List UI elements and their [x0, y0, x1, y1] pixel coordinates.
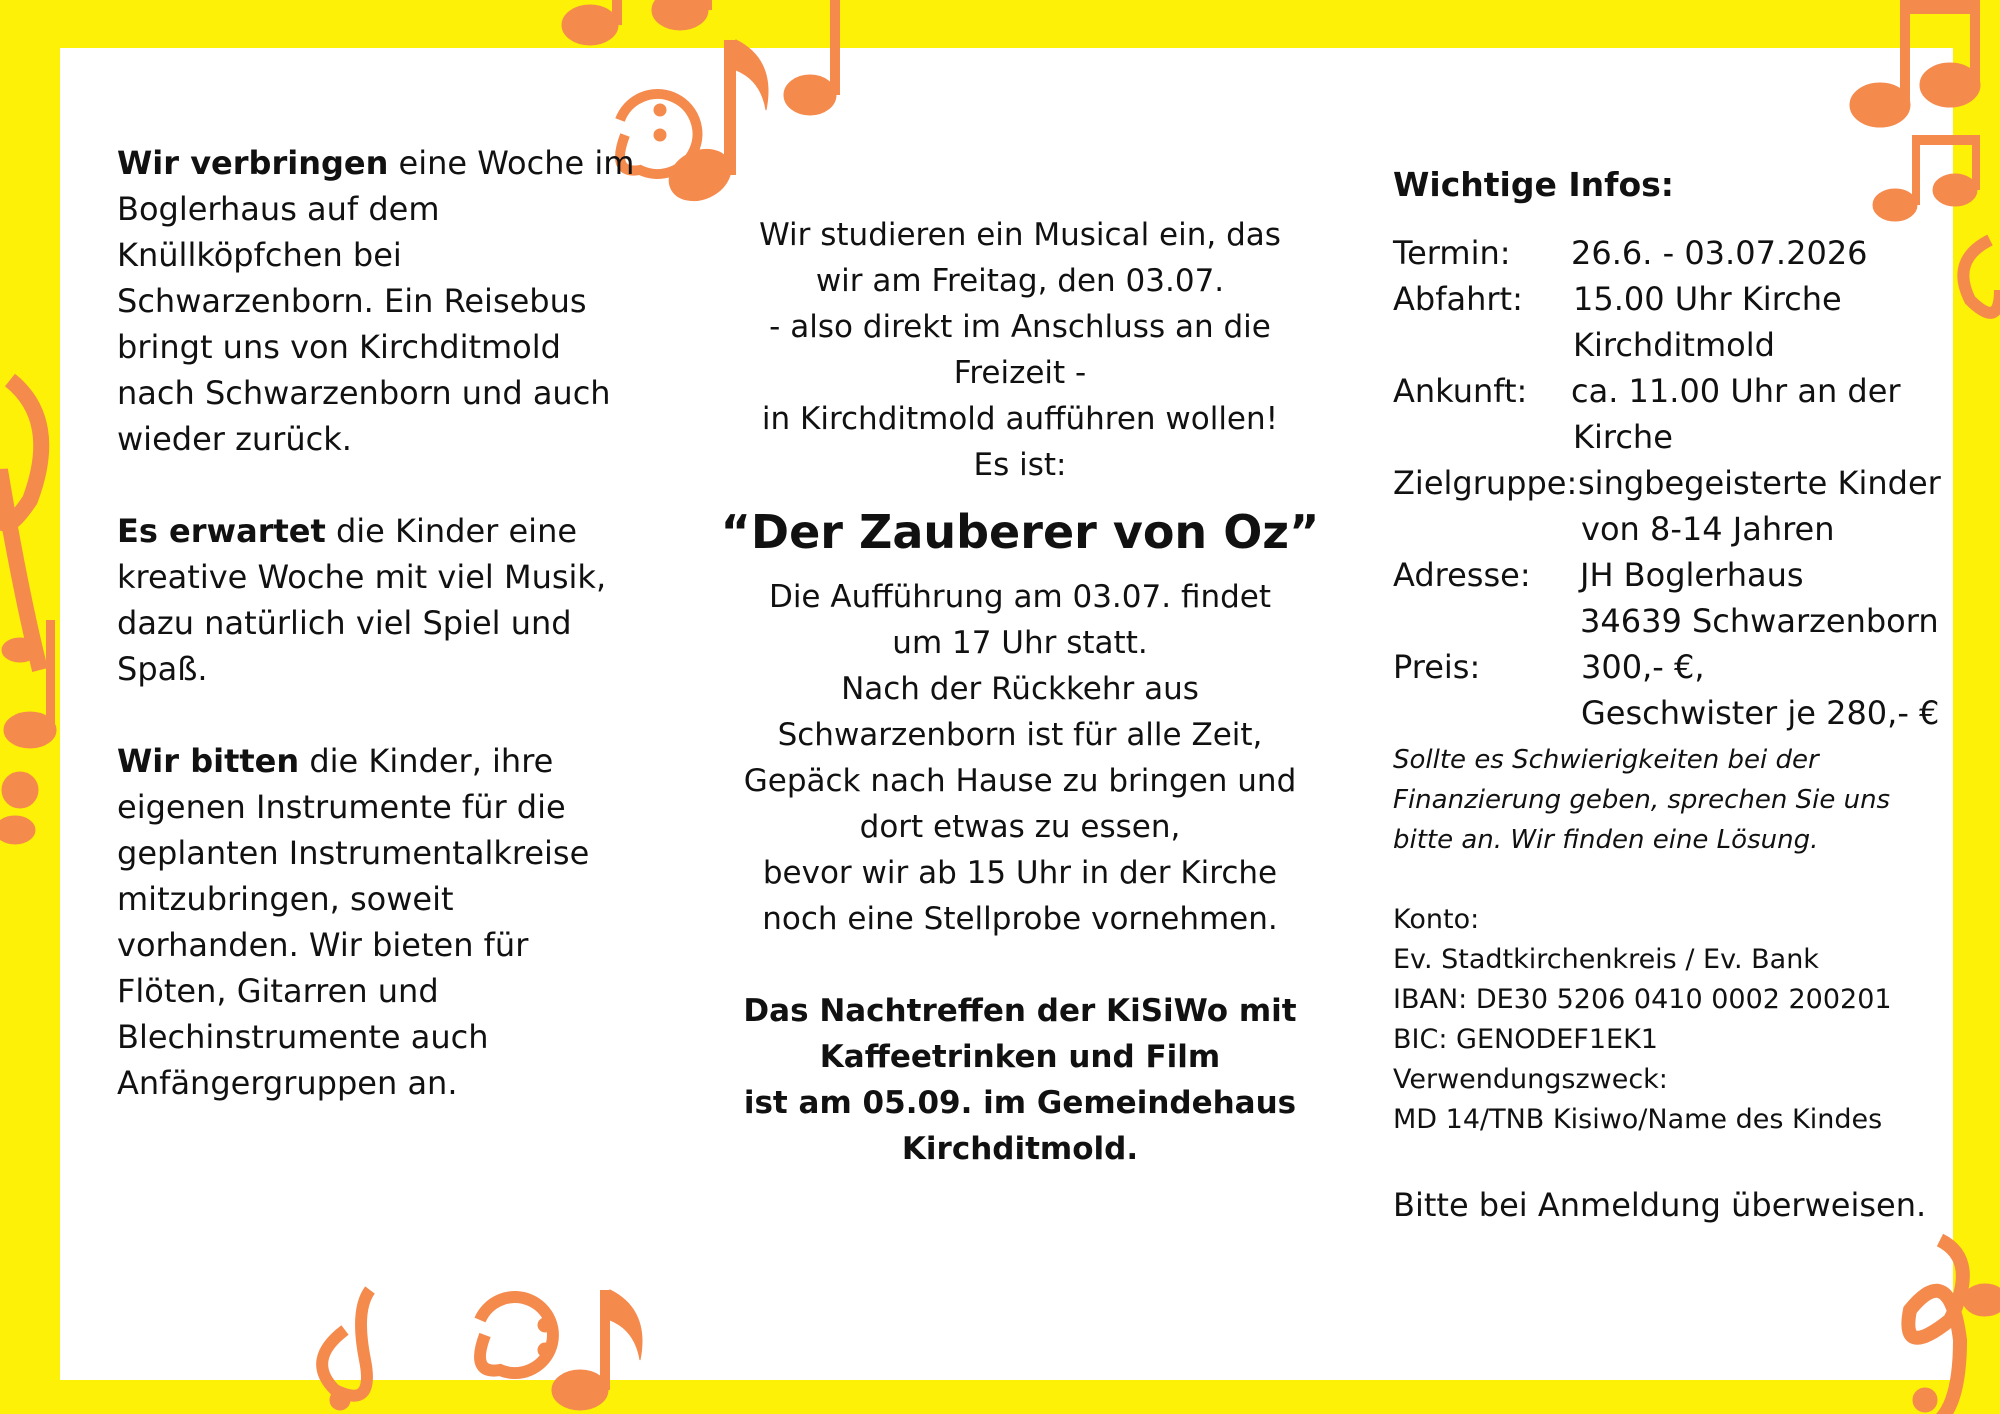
quarter-note-icon: [0, 638, 38, 844]
konto-line: Ev. Stadtkirchenkreis / Ev. Bank: [1393, 944, 1819, 975]
intro-line: Freizeit -: [953, 355, 1087, 391]
info-table: [1393, 230, 1953, 730]
ankunft-label: Ankunft:: [1393, 372, 1528, 410]
abfahrt-label: Abfahrt:: [1393, 280, 1523, 318]
eighth-note-icon: [4, 620, 56, 748]
quarter-note-icon: [1963, 1284, 2000, 1316]
intro-line: Es ist:: [973, 447, 1067, 483]
instruments-lead: Wir bitten: [117, 742, 300, 780]
adresse-label: Adresse:: [1393, 556, 1531, 594]
detail-line: Die Aufführung am 03.07. findet: [768, 579, 1272, 615]
instruments-text: die Kinder, ihre eigenen Instrumente für die geplanten Instrumentalkreise mitzubringen, soweit vorhanden. Wir bieten für Flöten, Gitarren und Blechinstrumente auch Anfängergruppen an.: [117, 742, 590, 1102]
treble-clef-icon: [1963, 240, 2000, 313]
musical-title: “Der Zauberer von Oz”: [720, 505, 1320, 559]
preis-value: 300,- €,: [1581, 648, 1705, 686]
trip-text: eine Woche im Boglerhaus auf dem Knüllköpfchen bei Schwarzenborn. Ein Reisebus bringt uns von Kirchditmold nach Schwarzenborn und auch wieder zurück.: [117, 144, 635, 458]
termin-label: Termin:: [1393, 234, 1511, 272]
beamed-notes-icon: [562, 0, 712, 45]
info-heading: Wichtige Infos:: [1393, 165, 1674, 204]
paragraph-trip: [117, 140, 637, 462]
adresse-value: JH Boglerhaus: [1580, 556, 1804, 594]
detail-line: noch eine Stellprobe vornehmen.: [762, 901, 1278, 937]
program-lead: Es erwartet: [117, 512, 326, 550]
iban-line: IBAN: DE30 5206 0410 0002 200201: [1393, 984, 1892, 1015]
paragraph-instruments: [117, 738, 637, 1106]
termin-value: 26.6. - 03.07.2026: [1571, 234, 1868, 272]
detail-line: bevor wir ab 15 Uhr in der Kirche: [762, 855, 1278, 891]
purpose-label: Verwendungszweck:: [1393, 1064, 1668, 1095]
ankunft-value: ca. 11.00 Uhr an der: [1571, 372, 1901, 410]
followup-line: ist am 05.09. im Gemeindehaus: [743, 1085, 1297, 1121]
konto-label: Konto:: [1393, 904, 1480, 935]
zielgruppe-label: Zielgruppe:: [1393, 464, 1578, 502]
bank-details: [1393, 900, 1953, 1140]
intro-line: Wir studieren ein Musical ein, das: [759, 217, 1281, 253]
adresse-value: 34639 Schwarzenborn: [1580, 602, 1939, 640]
financing-note: Sollte es Schwierigkeiten bei der Finanzierung geben, sprechen Sie uns bitte an. Wir finden eine Lösung.: [1393, 745, 1891, 855]
abfahrt-value: 15.00 Uhr Kirche: [1573, 280, 1842, 318]
zielgruppe-value: singbegeisterte Kinder: [1578, 464, 1941, 502]
trip-lead: Wir verbringen: [117, 144, 389, 182]
middle-column: [720, 212, 1320, 1172]
program-text: die Kinder eine kreative Woche mit viel Musik, dazu natürlich viel Spiel und Spaß.: [117, 512, 607, 688]
detail-line: Gepäck nach Hause zu bringen und: [743, 763, 1297, 799]
left-column: [117, 140, 637, 1152]
abfahrt-value: Kirchditmold: [1573, 326, 1775, 364]
bic-line: BIC: GENODEF1EK1: [1393, 1024, 1658, 1055]
right-column: [1393, 162, 1953, 1224]
intro-line: wir am Freitag, den 03.07.: [815, 263, 1225, 299]
intro-line: in Kirchditmold aufführen wollen!: [761, 401, 1279, 437]
followup-line: Kirchditmold.: [901, 1131, 1139, 1167]
preis-label: Preis:: [1393, 648, 1481, 686]
detail-line: Schwarzenborn ist für alle Zeit,: [777, 717, 1263, 753]
paragraph-program: [117, 508, 637, 692]
purpose-line: MD 14/TNB Kisiwo/Name des Kindes: [1393, 1104, 1883, 1135]
detail-line: um 17 Uhr statt.: [892, 625, 1148, 661]
zielgruppe-value: von 8-14 Jahren: [1581, 510, 1835, 548]
ankunft-value: Kirche: [1573, 418, 1673, 456]
treble-clef-icon: [0, 380, 41, 808]
preis-value: Geschwister je 280,- €: [1581, 694, 1940, 732]
followup-line: Kaffeetrinken und Film: [819, 1039, 1221, 1075]
payment-note: Bitte bei Anmeldung überweisen.: [1393, 1186, 1927, 1224]
followup-line: Das Nachtreffen der KiSiWo mit: [743, 993, 1297, 1029]
intro-line: - also direkt im Anschluss an die: [769, 309, 1271, 345]
detail-line: dort etwas zu essen,: [859, 809, 1181, 845]
spacer: [720, 942, 1320, 988]
detail-line: Nach der Rückkehr aus: [841, 671, 1199, 707]
